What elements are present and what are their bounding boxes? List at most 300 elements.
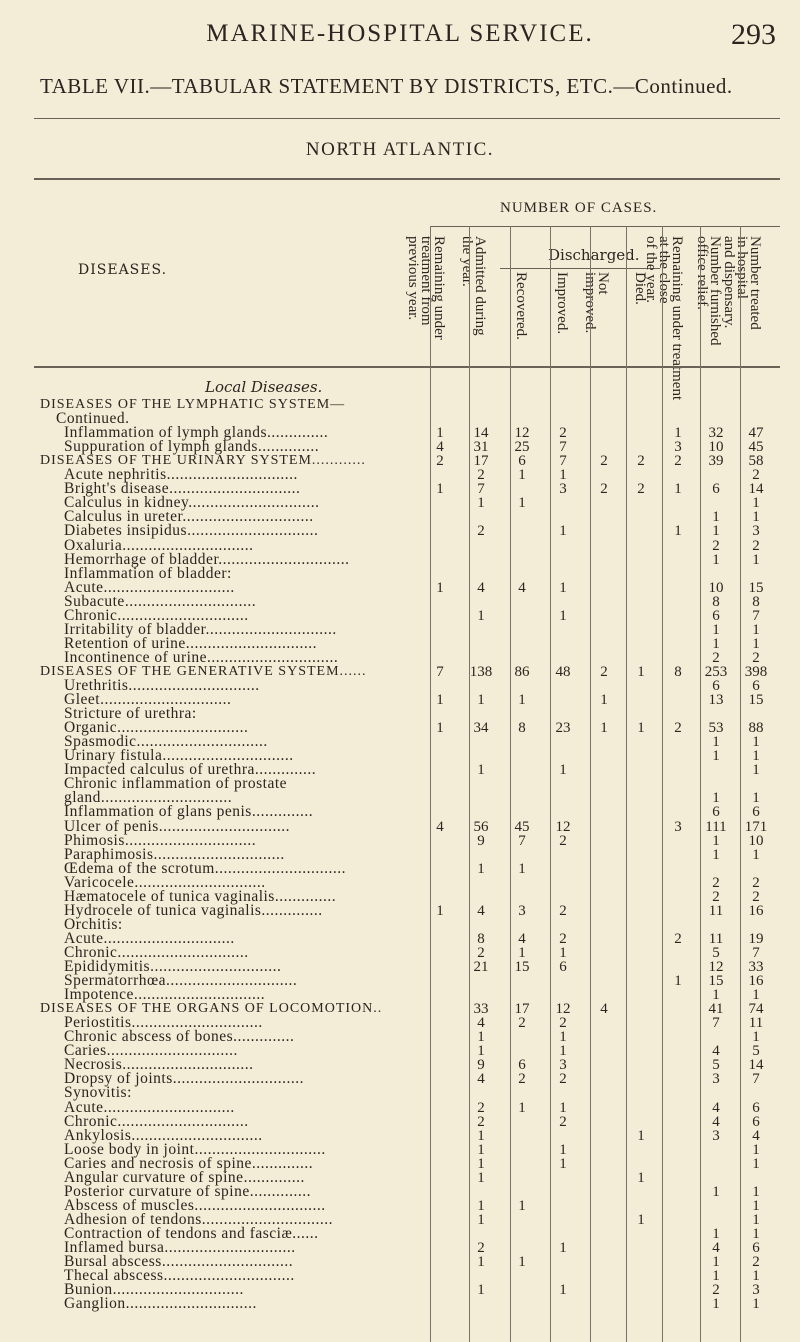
- cell-value: 1: [674, 973, 682, 990]
- cell-value: 10: [748, 832, 764, 849]
- disease-label: Chronic inflammation of prostate: [64, 775, 288, 793]
- column-header-line: in hospital: [734, 236, 750, 299]
- cell-value: 1: [477, 1155, 485, 1172]
- cell-value: 6: [752, 1113, 760, 1130]
- cell-value: 6: [559, 959, 567, 975]
- cell-value: 10: [708, 579, 724, 596]
- cell-value: 6: [712, 481, 720, 498]
- cell-value: 2: [712, 874, 720, 891]
- cell-value: 1: [752, 1183, 760, 1200]
- cell-value: 7: [559, 439, 567, 456]
- cell-value: 2: [752, 888, 760, 905]
- cell-value: 1: [518, 467, 526, 484]
- cell-value: 2: [600, 481, 608, 498]
- cell-value: 1: [712, 1183, 720, 1200]
- cell-value: 19: [748, 930, 764, 947]
- cell-value: 86: [514, 663, 530, 680]
- cell-value: 1: [712, 832, 720, 849]
- cell-value: 9: [477, 1057, 485, 1074]
- cell-value: 2: [637, 453, 645, 470]
- cell-value: 1: [712, 1268, 720, 1285]
- cell-value: 3: [752, 1282, 760, 1299]
- cell-value: 1: [518, 1197, 526, 1214]
- cell-value: 7: [518, 832, 526, 849]
- column-header-line: at the close: [656, 236, 672, 304]
- disease-label: Adhesion of tendons..............................: [64, 1210, 334, 1228]
- disease-label: Continued.: [56, 410, 130, 428]
- cell-value: 11: [708, 930, 724, 947]
- cell-value: 2: [477, 523, 485, 540]
- disease-label: Calculus in kidney..............................: [64, 494, 320, 512]
- cell-value: 6: [752, 804, 760, 821]
- cell-value: 2: [674, 453, 682, 470]
- cell-value: 14: [748, 1057, 764, 1074]
- cell-value: 2: [518, 1015, 526, 1032]
- column-rule: [469, 226, 470, 1342]
- column-header-line: treatment from: [418, 236, 434, 326]
- cell-value: 1: [436, 425, 444, 442]
- cell-value: 5: [752, 1043, 760, 1060]
- disease-label: Inflammation of bladder:: [64, 564, 232, 582]
- cell-value: 23: [555, 720, 571, 737]
- disease-label: Hydrocele of tunica vaginalis..............: [64, 901, 323, 919]
- cell-value: 25: [514, 439, 530, 456]
- cell-value: 1: [477, 1127, 485, 1144]
- cell-value: 3: [518, 902, 526, 919]
- cell-value: 1: [752, 1141, 760, 1158]
- cell-value: 2: [600, 453, 608, 470]
- cell-value: 2: [752, 649, 760, 666]
- cell-value: 15: [748, 692, 764, 709]
- local-diseases-heading: Local Diseases.: [205, 378, 323, 396]
- cell-value: 1: [674, 425, 682, 442]
- cell-value: 8: [477, 930, 485, 947]
- cell-value: 2: [559, 1071, 567, 1088]
- cell-value: 1: [518, 944, 526, 961]
- cell-value: 2: [477, 1113, 485, 1130]
- cell-value: 2: [559, 425, 567, 442]
- discharged-heading: Discharged.: [548, 246, 640, 264]
- column-rule: [550, 226, 551, 1342]
- cell-value: 5: [712, 944, 720, 961]
- cell-value: 1: [436, 579, 444, 596]
- cell-value: 4: [712, 1099, 720, 1116]
- disease-label: Hemorrhage of bladder..............................: [64, 550, 350, 568]
- cell-value: 4: [600, 1001, 608, 1018]
- cell-value: 1: [752, 1296, 760, 1313]
- cell-value: 1: [559, 467, 567, 484]
- cell-value: 15: [748, 579, 764, 596]
- cell-value: 3: [674, 439, 682, 456]
- cell-value: 1: [436, 902, 444, 919]
- cell-value: 7: [477, 481, 485, 498]
- cell-value: 1: [752, 987, 760, 1004]
- cell-value: 2: [752, 1254, 760, 1271]
- cell-value: 1: [752, 1155, 760, 1172]
- cell-value: 48: [555, 663, 571, 680]
- disease-label: Suppuration of lymph glands..............: [64, 438, 320, 456]
- disease-label: Urinary fistula..............................: [64, 747, 294, 765]
- disease-label: Stricture of urethra:: [64, 705, 197, 723]
- cell-value: 4: [712, 1043, 720, 1060]
- cell-value: 1: [712, 621, 720, 638]
- cell-value: 7: [752, 944, 760, 961]
- cell-value: 3: [674, 818, 682, 835]
- cell-value: 15: [708, 973, 724, 990]
- cell-value: 4: [477, 902, 485, 919]
- disease-label: Inflamed bursa..............................: [64, 1239, 296, 1256]
- cell-value: 4: [477, 1071, 485, 1088]
- cell-value: 58: [748, 453, 764, 470]
- cell-value: 34: [473, 720, 489, 737]
- cell-value: 8: [752, 593, 760, 610]
- cell-value: 1: [559, 1099, 567, 1116]
- cell-value: 3: [712, 1071, 720, 1088]
- cell-value: 39: [708, 453, 724, 470]
- cell-value: 1: [712, 1296, 720, 1313]
- disease-label: Ganglion..............................: [64, 1295, 257, 1313]
- cell-value: 4: [712, 1240, 720, 1256]
- cell-value: 2: [712, 649, 720, 666]
- running-head: [0, 18, 800, 52]
- cell-value: 2: [712, 888, 720, 905]
- cell-value: 6: [518, 453, 526, 470]
- cell-value: 1: [559, 1155, 567, 1172]
- disease-label: Necrosis..............................: [64, 1056, 254, 1074]
- disease-label: Diabetes insipidus..............................: [64, 522, 319, 540]
- table-title: TABLE VII.—TABULAR STATEMENT BY DISTRICTS, ETC.—Continued.: [40, 74, 733, 98]
- cell-value: 8: [712, 593, 720, 610]
- disease-label: Œdema of the scrotum..............................: [64, 859, 347, 877]
- column-header-line: Recovered.: [513, 272, 529, 340]
- cell-value: 2: [637, 481, 645, 498]
- disease-label: DISEASES OF THE ORGANS OF LOCOMOTION..: [40, 1001, 383, 1017]
- cell-value: 6: [752, 1099, 760, 1116]
- column-header-line: office relief.: [694, 236, 710, 310]
- cell-value: 1: [559, 762, 567, 779]
- disease-label: Gleet..............................: [64, 691, 232, 709]
- cell-value: 1: [752, 846, 760, 863]
- cell-value: 1: [752, 1225, 760, 1242]
- disease-label: DISEASES OF THE LYMPHATIC SYSTEM—: [40, 397, 346, 412]
- cell-value: 21: [473, 959, 489, 975]
- disease-label: Incontinence of urine..............................: [64, 648, 339, 666]
- cases-rule: [430, 226, 780, 227]
- disease-label: Caries and necrosis of spine..............: [64, 1154, 314, 1172]
- cell-value: 4: [436, 439, 444, 456]
- cell-value: 3: [559, 1057, 567, 1074]
- cell-value: 2: [674, 930, 682, 947]
- cell-value: 4: [518, 579, 526, 596]
- cell-value: 33: [473, 1001, 489, 1018]
- column-header-line: Remaining under: [431, 236, 447, 340]
- cell-value: 2: [752, 467, 760, 484]
- cell-value: 1: [477, 1254, 485, 1271]
- disease-label: Inflammation of glans penis..............: [64, 803, 314, 821]
- cell-value: 17: [514, 1001, 530, 1018]
- column-header-line: previous year.: [405, 236, 421, 321]
- cell-value: 1: [477, 607, 485, 624]
- cell-value: 1: [518, 1099, 526, 1116]
- cell-value: 1: [559, 1240, 567, 1256]
- disease-label: DISEASES OF THE URINARY SYSTEM............: [40, 453, 366, 469]
- cell-value: 1: [559, 1043, 567, 1060]
- cell-value: 171: [744, 818, 768, 835]
- cell-value: 1: [752, 1197, 760, 1214]
- cell-value: 9: [477, 832, 485, 849]
- cell-value: 41: [708, 1001, 724, 1018]
- number-of-cases-heading: NUMBER OF CASES.: [500, 200, 658, 216]
- disease-label: Ulcer of penis..............................: [64, 817, 291, 835]
- cell-value: 1: [752, 1029, 760, 1046]
- cell-value: 1: [600, 692, 608, 709]
- cell-value: 12: [555, 1001, 571, 1018]
- column-rule: [740, 226, 741, 1342]
- column-header-line: of the year.: [643, 236, 659, 304]
- disease-label: Impacted calculus of urethra..............: [64, 761, 317, 779]
- cell-value: 1: [477, 860, 485, 877]
- cell-value: 11: [708, 902, 724, 919]
- section-heading: NORTH ATLANTIC.: [305, 139, 495, 160]
- cell-value: 2: [477, 1099, 485, 1116]
- column-header-line: improved.: [582, 272, 598, 334]
- cell-value: 1: [477, 1141, 485, 1158]
- disease-label: Contraction of tendons and fasciæ......: [64, 1224, 319, 1242]
- cell-value: 1: [477, 1043, 485, 1060]
- disease-label: Thecal abscess..............................: [64, 1267, 295, 1285]
- header-bottom-rule: [34, 366, 780, 368]
- disease-label: Chronic..............................: [64, 606, 249, 624]
- cell-value: 7: [752, 607, 760, 624]
- page-number: 293: [731, 18, 776, 51]
- cell-value: 4: [436, 818, 444, 835]
- cell-value: 1: [637, 1169, 645, 1186]
- cell-value: 2: [752, 537, 760, 554]
- cell-value: 253: [704, 663, 728, 680]
- disease-label: Orchitis:: [64, 915, 123, 933]
- cell-value: 31: [473, 439, 489, 456]
- disease-label: Synovitis:: [64, 1084, 132, 1102]
- column-rule: [700, 226, 701, 1342]
- column-header-line: Number furnished: [707, 236, 723, 346]
- cell-value: 1: [559, 523, 567, 540]
- cell-value: 2: [518, 1071, 526, 1088]
- cell-value: 1: [712, 635, 720, 652]
- cell-value: 3: [712, 1127, 720, 1144]
- cell-value: 2: [477, 1240, 485, 1256]
- cell-value: 3: [559, 481, 567, 498]
- column-header-line: Admitted during: [472, 236, 488, 336]
- disease-label: Phimosis..............................: [64, 831, 257, 849]
- cell-value: 2: [436, 453, 444, 470]
- disease-label: Acute..............................: [64, 1098, 235, 1116]
- cell-value: 16: [748, 902, 764, 919]
- cell-value: 1: [752, 495, 760, 512]
- disease-label: Calculus in ureter..............................: [64, 508, 314, 526]
- cell-value: 1: [752, 748, 760, 765]
- cell-value: 1: [518, 860, 526, 877]
- cell-value: 1: [518, 692, 526, 709]
- disease-label: Periostitis..............................: [64, 1014, 263, 1032]
- cell-value: 6: [518, 1057, 526, 1074]
- cell-value: 2: [559, 902, 567, 919]
- cell-value: 1: [712, 987, 720, 1004]
- cell-value: 56: [473, 818, 489, 835]
- disease-label: Oxaluria..............................: [64, 536, 254, 554]
- disease-label: Impotence..............................: [64, 986, 266, 1004]
- disease-label: Bunion..............................: [64, 1281, 244, 1299]
- cell-value: 1: [477, 1211, 485, 1228]
- cell-value: 1: [477, 1029, 485, 1046]
- cell-value: 1: [752, 621, 760, 638]
- cell-value: 1: [477, 1169, 485, 1186]
- disease-label: Hæmatocele of tunica vaginalis..............: [64, 887, 337, 905]
- cell-value: 2: [559, 1113, 567, 1130]
- cell-value: 1: [559, 1141, 567, 1158]
- column-header-line: Remaining under treatment: [669, 236, 685, 401]
- disease-label: Subacute..............................: [64, 592, 257, 610]
- column-header-line: Not: [595, 272, 611, 295]
- cell-value: 4: [518, 930, 526, 947]
- cell-value: 5: [712, 1057, 720, 1074]
- cell-value: 1: [637, 663, 645, 680]
- disease-label: Chronic abscess of bones..............: [64, 1028, 295, 1046]
- disease-label: Inflammation of lymph glands..............: [64, 424, 329, 442]
- cell-value: 1: [712, 846, 720, 863]
- cell-value: 1: [518, 1254, 526, 1271]
- disease-label: Posterior curvature of spine..............: [64, 1182, 311, 1200]
- cell-value: 1: [674, 523, 682, 540]
- cell-value: 2: [477, 467, 485, 484]
- disease-label: Spermatorrhœa..............................: [64, 972, 298, 990]
- cell-value: 1: [712, 734, 720, 751]
- cell-value: 1: [752, 551, 760, 568]
- disease-label: Urethritis..............................: [64, 677, 260, 694]
- cell-value: 111: [705, 818, 727, 835]
- cell-value: 1: [477, 495, 485, 512]
- cell-value: 1: [712, 1254, 720, 1271]
- disease-label: Abscess of muscles..............................: [64, 1196, 326, 1214]
- cell-value: 12: [514, 425, 530, 442]
- disease-label: Spasmodic..............................: [64, 733, 268, 751]
- cell-value: 45: [748, 439, 764, 456]
- column-header-line: Died.: [632, 272, 648, 305]
- cell-value: 17: [473, 453, 489, 470]
- cell-value: 1: [637, 720, 645, 737]
- cell-value: 32: [708, 425, 724, 442]
- column-rule: [626, 226, 627, 1342]
- cell-value: 2: [712, 1282, 720, 1299]
- cell-value: 4: [477, 1015, 485, 1032]
- cell-value: 1: [712, 523, 720, 540]
- column-rule: [430, 226, 431, 1342]
- table-row: [0, 1295, 760, 1313]
- column-header-line: Number treated: [747, 236, 763, 330]
- cell-value: 47: [748, 425, 764, 442]
- cell-value: 1: [477, 762, 485, 779]
- cell-value: 7: [712, 1015, 720, 1032]
- cell-value: 1: [752, 734, 760, 751]
- cell-value: 7: [752, 1071, 760, 1088]
- cell-value: 1: [752, 762, 760, 779]
- cell-value: 1: [752, 1211, 760, 1228]
- cell-value: 12: [555, 818, 571, 835]
- cell-value: 4: [477, 579, 485, 596]
- cell-value: 1: [712, 509, 720, 526]
- cell-value: 1: [752, 790, 760, 807]
- disease-label: Paraphimosis..............................: [64, 845, 285, 863]
- cell-value: 1: [559, 607, 567, 624]
- cell-value: 1: [436, 692, 444, 709]
- table-top-rule: [34, 178, 780, 180]
- cell-value: 1: [518, 495, 526, 512]
- cell-value: 1: [712, 1225, 720, 1242]
- disease-label: gland..............................: [64, 789, 233, 807]
- cell-value: 1: [637, 1127, 645, 1144]
- cell-value: 4: [752, 1127, 760, 1144]
- disease-label: Acute nephritis..............................: [64, 466, 298, 484]
- cell-value: 12: [708, 959, 724, 975]
- cell-value: 1: [477, 1197, 485, 1214]
- disease-label: Caries..............................: [64, 1042, 238, 1060]
- running-head-title: MARINE-HOSPITAL SERVICE.: [206, 20, 594, 47]
- cell-value: 8: [518, 720, 526, 737]
- cell-value: 1: [637, 1211, 645, 1228]
- cell-value: 8: [674, 663, 682, 680]
- cell-value: 1: [752, 635, 760, 652]
- cell-value: 53: [708, 720, 724, 737]
- cell-value: 1: [712, 790, 720, 807]
- cell-value: 10: [708, 439, 724, 456]
- cell-value: 1: [674, 481, 682, 498]
- cell-value: 1: [752, 509, 760, 526]
- cell-value: 13: [708, 692, 724, 709]
- cell-value: 6: [712, 804, 720, 821]
- cell-value: 6: [712, 678, 720, 694]
- disease-label: Bursal abscess..............................: [64, 1253, 294, 1271]
- disease-label: Irritability of bladder..............................: [64, 620, 337, 638]
- disease-label: Epididymitis..............................: [64, 958, 282, 975]
- cell-value: 2: [600, 663, 608, 680]
- cell-value: 1: [752, 1268, 760, 1285]
- cell-value: 1: [712, 748, 720, 765]
- cell-value: 1: [559, 579, 567, 596]
- column-header-line: Improved.: [554, 272, 570, 335]
- disease-label: Ankylosis..............................: [64, 1126, 263, 1144]
- cell-value: 2: [559, 832, 567, 849]
- cell-value: 1: [559, 1282, 567, 1299]
- cell-value: 1: [477, 692, 485, 709]
- cell-value: 1: [559, 944, 567, 961]
- column-rule: [510, 226, 511, 1342]
- disease-label: Chronic..............................: [64, 943, 249, 961]
- cell-value: 2: [712, 537, 720, 554]
- disease-label: Organic..............................: [64, 719, 249, 737]
- cell-value: 74: [748, 1001, 764, 1018]
- cell-value: 1: [559, 1029, 567, 1046]
- cell-value: 14: [748, 481, 764, 498]
- cell-value: 1: [712, 551, 720, 568]
- disease-label: DISEASES OF THE GENERATIVE SYSTEM......: [40, 663, 367, 679]
- disease-label: Varicocele..............................: [64, 873, 266, 891]
- cell-value: 16: [748, 973, 764, 990]
- disease-label: Angular curvature of spine..............: [64, 1168, 305, 1186]
- column-rule: [590, 226, 591, 1342]
- cell-value: 1: [477, 1282, 485, 1299]
- cell-value: 1: [436, 720, 444, 737]
- cell-value: 6: [712, 607, 720, 624]
- cell-value: 7: [559, 453, 567, 470]
